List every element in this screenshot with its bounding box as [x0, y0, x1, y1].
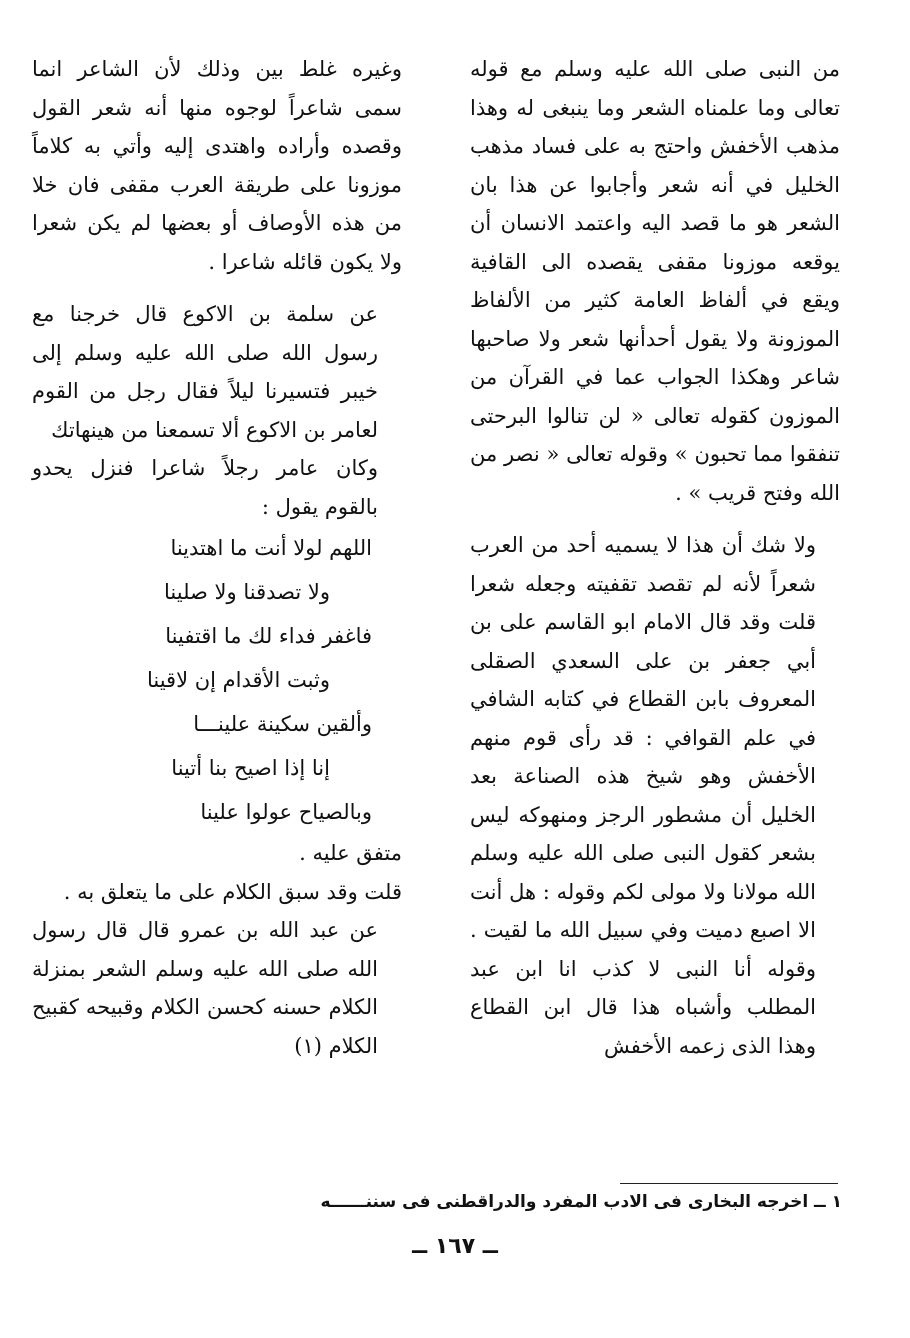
attribution: متفق عليه .: [299, 841, 402, 865]
paragraph: وغيره غلط بين وذلك لأن الشاعر انما سمى شاعراً لوجوه منها أنه شعر القول وقصده وأراده واهتدى إليه وأتي به كلاماً موزونا على طريقة العرب مقفى فان خلا من هذه الأوصاف أو بعضها لم يكن شعرا ولا يكون قائله شاعرا .: [32, 57, 402, 274]
hadith-paragraph: عن سلمة بن الاكوع قال خرجنا مع رسول الله صلى الله عليه وسلم إلى خيبر فتسيرنا ليلاً فقال رجل من القوم لعامر بن الاكوع ألا تسمعنا من هينهاتك: [32, 302, 378, 442]
right-column: [470, 50, 840, 1065]
poem-verse: اللهم لولا أنت ما اهتدينا: [170, 536, 372, 560]
paragraph: ولا شك أن هذا لا يسميه أحد من العرب شعراً لأنه لم تقصد تقفيته وجعله شعرا قلت وقد قال الامام ابو القاسم على بن أبي جعفر بن على السعدي الصقلى المعروف بابن القطاع في كتابه الشافي في علم القوافي : قد رأى قوم منهم الأخفش وهو شيخ هذه الصناعة بعد الخليل أن مشطور الرجز ومنهوكه ليس بشعر كقول النبى صلى الله عليه وسلم الله مولانا ولا مولى لكم وقوله : هل أنت الا اصبع دميت وفي سبيل الله ما لقيت . وقوله أنا النبى لا كذب انا ابن عبد المطلب وأشباه هذا قال ابن القطاع وهذا الذى زعمه الأخفش: [470, 533, 816, 1058]
paragraph: وكان عامر رجلاً شاعرا فنزل يحدو بالقوم يقول :: [32, 456, 378, 519]
poem-verse: ولا تصدقنا ولا صلينا: [164, 580, 330, 604]
hadith-paragraph: عن عبد الله بن عمرو قال قال رسول الله صلى الله عليه وسلم الشعر بمنزلة الكلام حسنه كحسن الكلام وقبيحه كقبيح الكلام (١): [32, 918, 378, 1058]
poem-verse: وألقين سكينة علينـــا: [193, 712, 372, 736]
footnote: ١ ــ اخرجه البخارى فى الادب المفرد والدراقطنى فى سننــــــه: [320, 1192, 842, 1212]
paragraph: قلت وقد سبق الكلام على ما يتعلق به .: [63, 879, 402, 904]
paragraph: من النبى صلى الله عليه وسلم مع قوله تعالى وما علمناه الشعر وما ينبغى له وهذا مذهب الأخفش واحتج به على فساد مذهب الخليل في أنه شعر وأجابوا عن هذا بان الشعر هو ما قصد اليه واعتمد الانسان أن يوقعه موزونا مقفى يقصده الى القافية ويقع في ألفاظ العامة كثير من الألفاظ الموزونة ولا يقول أحدأنها شعر ولا صاحبها شاعر وهكذا الجواب عما في القرآن من الموزون كقوله تعالى « لن تنالوا البرحتى تنفقوا مما تحبون » وقوله تعالى « نصر من الله وفتح قريب » .: [470, 57, 840, 505]
page-number: ــ ١٦٧ ــ: [412, 1234, 498, 1259]
poem-verse: وثبت الأقدام إن لاقينا: [146, 668, 330, 692]
poem-verse: وبالصياح عولوا علينا: [200, 800, 372, 824]
poem: [32, 526, 402, 834]
poem-verse: فاغفر فداء لك ما اقتفينا: [165, 624, 372, 648]
poem-verse: إنا إذا اصيح بنا أتينا: [171, 756, 330, 780]
left-column: [32, 50, 402, 1065]
footnote-divider: [620, 1183, 838, 1184]
